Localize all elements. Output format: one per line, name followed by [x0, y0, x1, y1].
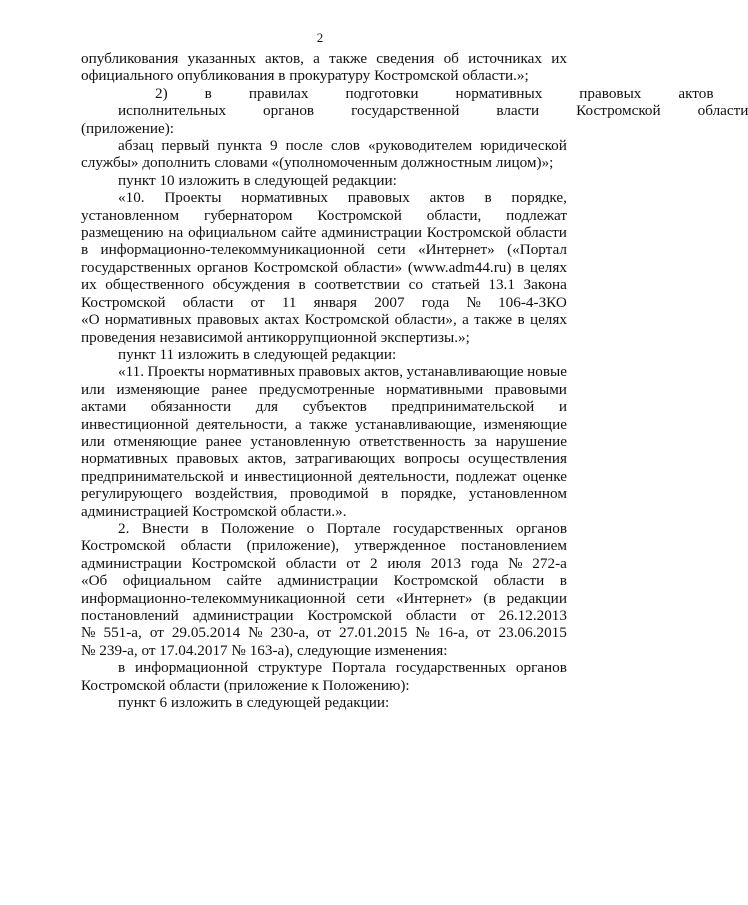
text-line: в информационно-телекоммуникационной сети «Интернет» («Портал: [81, 241, 567, 259]
text-line: размещению на официальном сайте администрации Костромской области: [81, 224, 567, 242]
paragraph-item-10-intro: [81, 172, 567, 189]
text-line: администрацией Костромской области.».: [81, 502, 347, 520]
text-line: регулирующего воздействия, проводимой в порядке, установленном: [81, 485, 567, 503]
paragraph-item-9: [81, 137, 567, 172]
text-line: службы» дополнить словами «(уполномоченным должностным лицом)»;: [81, 154, 554, 172]
text-line: Костромской области (приложение к Положению):: [81, 676, 410, 694]
text-line: постановлений администрации Костромской области от 26.12.2013: [81, 607, 567, 624]
text-line: 2. Внести в Положение о Портале государственных органов: [118, 519, 567, 537]
text-line: «11. Проекты нормативных правовых актов, устанавливающие новые: [118, 363, 567, 381]
text-line: в информационной структуре Портала государственных органов: [118, 659, 567, 677]
text-line: «10. Проекты нормативных правовых актов в порядке,: [118, 189, 567, 207]
text-line: актами обязанности для субъектов предпринимательской и: [81, 398, 567, 416]
text-line: администрации Костромской области от 2 июля 2013 года № 272-а: [81, 554, 567, 572]
text-line: 2) в правилах подготовки нормативных правовых актов: [155, 84, 714, 102]
text-line: или отменяющие ранее установленную ответственность за нарушение: [81, 432, 567, 450]
text-line: пункт 6 изложить в следующей редакции:: [118, 694, 390, 712]
text-line: или изменяющие ранее предусмотренные нормативными правовыми: [81, 380, 567, 398]
text-line: опубликования указанных актов, а также сведения об источниках их: [81, 50, 567, 67]
text-line: пункт 11 изложить в следующей редакции:: [118, 345, 397, 363]
text-line: Костромской области от 11 января 2007 года № 106-4-ЗКО: [81, 293, 567, 311]
paragraph-section-2: [81, 520, 567, 659]
text-line: предпринимательской и инвестиционной деятельности, подлежат оценке: [81, 467, 567, 485]
page-number: 2: [316, 30, 324, 45]
paragraph-item-10-text: [81, 189, 567, 346]
text-line: инвестиционной деятельности, а также устанавливающие, изменяющие: [81, 415, 567, 433]
text-line: № 239-а, от 17.04.2017 № 163-а), следующие изменения:: [81, 641, 448, 659]
text-line: исполнительных органов государственной власти Костромской области: [118, 102, 748, 120]
text-line: установленном губернатором Костромской области, подлежат: [81, 206, 567, 224]
paragraph-continuation: [81, 50, 567, 85]
text-line: абзац первый пункта 9 после слов «руководителем юридической: [118, 137, 567, 155]
text-line: проведения независимой антикоррупционной экспертизы.»;: [81, 328, 470, 346]
text-line: «О нормативных правовых актах Костромской области», а также в целях: [81, 311, 567, 329]
text-line: официального опубликования в прокуратуру Костромской области.»;: [81, 67, 529, 85]
text-line: Костромской области (приложение), утвержденное постановлением: [81, 537, 567, 555]
paragraph-portal-structure: [81, 659, 567, 694]
paragraph-item-11-intro: [81, 346, 567, 363]
paragraph-item-6-intro: [81, 694, 567, 711]
document-body: [81, 50, 748, 712]
text-line: их общественного обсуждения в соответствии со статьей 13.1 Закона: [81, 276, 567, 294]
text-line: «Об официальном сайте администрации Костромской области в: [81, 572, 567, 590]
text-line: № 551-а, от 29.05.2014 № 230-а, от 27.01.2015 № 16-а, от 23.06.2015: [81, 624, 567, 642]
text-line: информационно-телекоммуникационной сети «Интернет» (в редакции: [81, 589, 567, 607]
text-line: (приложение):: [81, 119, 175, 137]
text-line: нормативных правовых актов, затрагивающих вопросы осуществления: [81, 450, 567, 468]
text-line: пункт 10 изложить в следующей редакции:: [118, 171, 397, 189]
paragraph-item-11-text: [81, 363, 567, 520]
paragraph-rules-amendment: [81, 84, 748, 137]
text-line: государственных органов Костромской области» (www.adm44.ru) в целях: [81, 258, 567, 276]
